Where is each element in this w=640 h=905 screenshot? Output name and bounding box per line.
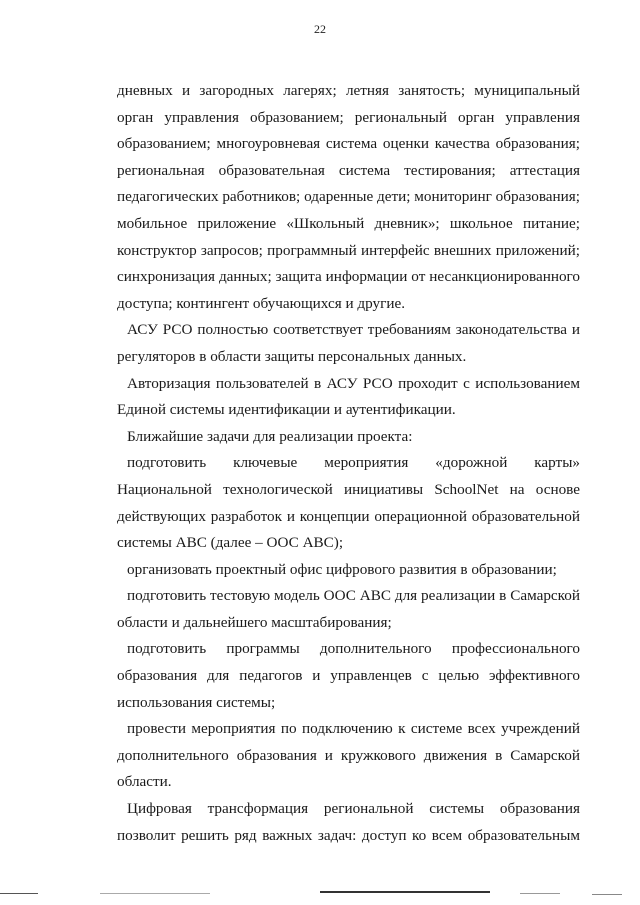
- list-item-project-office: организовать проектный офис цифрового развития в образовании;: [127, 560, 557, 578]
- paragraph-digital-transformation: Цифровая трансформация региональной системы образования позволит решить ряд важных задач: доступ ко всем образовательным: [117, 800, 580, 844]
- list-item-training-programs: подготовить программы дополнительного профессионального образования для педагогов и управленцев с целью эффективного использования системы;: [117, 640, 580, 711]
- scan-artifact-line: [0, 893, 38, 894]
- document-body: [117, 78, 580, 849]
- paragraph-authorization: Авторизация пользователей в АСУ РСО проходит с использованием Единой системы идентификации и аутентификации.: [117, 374, 580, 419]
- scan-artifact-line: [320, 891, 490, 893]
- paragraph-tasks-heading: Ближайшие задачи для реализации проекта:: [127, 427, 413, 445]
- page-number: 22: [314, 22, 326, 36]
- paragraph-compliance: АСУ РСО полностью соответствует требованиям законодательства и регуляторов в области защиты персональных данных.: [117, 321, 580, 365]
- scan-artifact-line: [100, 893, 210, 894]
- scan-artifact-line: [520, 893, 560, 894]
- paragraph-continuation: дневных и загородных лагерях; летняя занятость; муниципальный орган управления образованием; региональный орган управления образованием; многоуровневая система оценки качества образования; региональная образовательная система тестирования; аттестация педагогических работников; одаренные дети; мониторинг образования; мобильное приложение «Школьный дневник»; школьное питание; конструктор запросов; программный интерфейс внешних приложений; синхронизация данных; защита информации от несанкционированного доступа; контингент обучающихся и другие.: [117, 82, 580, 312]
- list-item-test-model: подготовить тестовую модель ООС АВС для реализации в Самарской области и дальнейшего масштабирования;: [117, 587, 580, 631]
- list-item-connection-events: провести мероприятия по подключению к системе всех учреждений дополнительного образования и кружкового движения в Самарской области.: [117, 720, 580, 791]
- scan-artifact-line: [592, 894, 622, 895]
- list-item-roadmap: подготовить ключевые мероприятия «дорожной карты» Национальной технологической инициативы SchoolNet на основе действующих разработок и концепции операционной образовательной системы АВС (далее – ООС АВС);: [117, 454, 580, 552]
